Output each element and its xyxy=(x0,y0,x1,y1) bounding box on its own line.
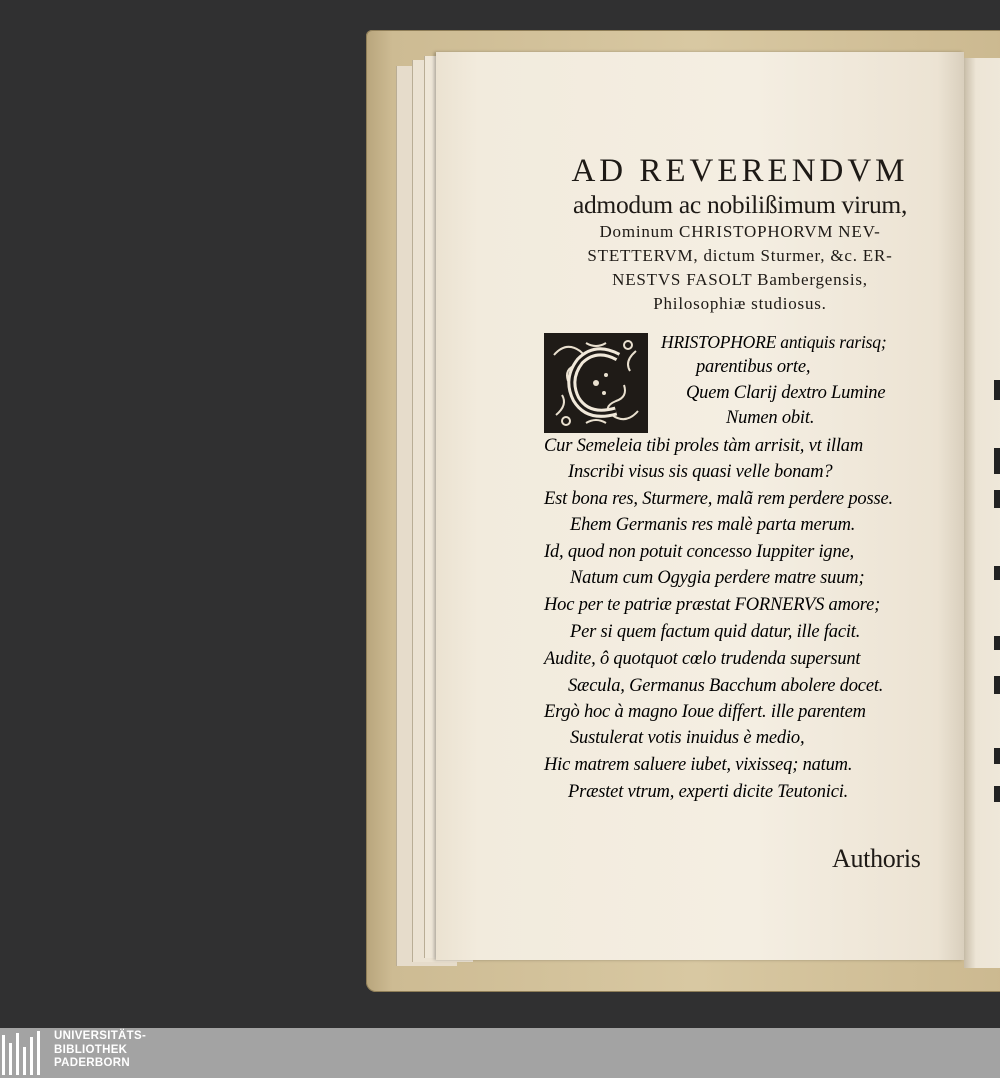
poem-line-6: Inscribi visus sis quasi velle bonam? xyxy=(568,462,833,482)
facing-page xyxy=(964,58,1000,968)
poem-line-13: Audite, ô quotquot cœlo trudenda supersunt xyxy=(544,649,861,669)
poem-line-4: Numen obit. xyxy=(726,408,815,428)
poem-line-3: Quem Clarij dextro Lumine xyxy=(686,383,886,403)
heading-line-4: STETTERVM, dictum Sturmer, &c. ER- xyxy=(587,246,893,265)
decorated-initial-c xyxy=(544,333,648,433)
poem-line-15: Ergò hoc à magno Ioue differt. ille parentem xyxy=(544,702,866,722)
poem-line-14: Sæcula, Germanus Bacchum abolere docet. xyxy=(568,676,884,696)
poem-line-18: Præstet vtrum, experti dicite Teutonici. xyxy=(568,782,849,802)
dedication-heading xyxy=(540,152,945,316)
facing-page-text-fragment xyxy=(994,636,1000,650)
facing-page-text-fragment xyxy=(994,380,1000,400)
logo-line-3: PADERBORN xyxy=(54,1057,130,1069)
logo-line-2: BIBLIOTHEK xyxy=(54,1043,128,1056)
library-logo-text xyxy=(54,1030,146,1071)
poem-line-1: HRISTOPHORE antiquis rarisq; xyxy=(661,332,887,352)
heading-line-3: Dominum CHRISTOPHORVM NEV- xyxy=(599,222,881,241)
logo-line-1: UNIVERSITÄTS- xyxy=(54,1030,147,1042)
catchword: Authoris xyxy=(832,844,921,873)
poem-line-7: Est bona res, Sturmere, malã rem perdere posse. xyxy=(544,489,893,509)
facing-page-text-fragment xyxy=(994,490,1000,508)
poem-line-8: Ehem Germanis res malè parta merum. xyxy=(570,515,856,535)
poem-line-2: parentibus orte, xyxy=(696,357,811,377)
poem-line-9: Id, quod non potuit concesso Iuppiter igne, xyxy=(544,542,854,562)
footer-bar xyxy=(0,1028,1000,1078)
poem-line-10: Natum cum Ogygia perdere matre suum; xyxy=(570,568,865,588)
heading-line-2: admodum ac nobilißimum virum, xyxy=(572,190,908,219)
facing-page-text-fragment xyxy=(994,786,1000,802)
poem-line-5: Cur Semeleia tibi proles tàm arrisit, vt illam xyxy=(544,436,863,456)
poem-line-17: Hic matrem saluere iubet, vixisseq; natum. xyxy=(544,755,853,775)
library-logo-icon xyxy=(0,1029,48,1077)
poem-line-16: Sustulerat votis inuidus è medio, xyxy=(570,728,805,748)
heading-line-5: NESTVS FASOLT Bambergensis, xyxy=(612,270,868,289)
heading-line-1: AD REVERENDVM xyxy=(571,153,909,189)
facing-page-text-fragment xyxy=(994,448,1000,474)
facing-page-text-fragment xyxy=(994,676,1000,694)
poem-line-12: Per si quem factum quid datur, ille facit. xyxy=(570,622,861,642)
heading-line-6: Philosophiæ studiosus. xyxy=(653,294,827,313)
facing-page-text-fragment xyxy=(994,748,1000,764)
poem-line-11: Hoc per te patriæ præstat FORNERVS amore; xyxy=(544,595,881,615)
facing-page-text-fragment xyxy=(994,566,1000,580)
